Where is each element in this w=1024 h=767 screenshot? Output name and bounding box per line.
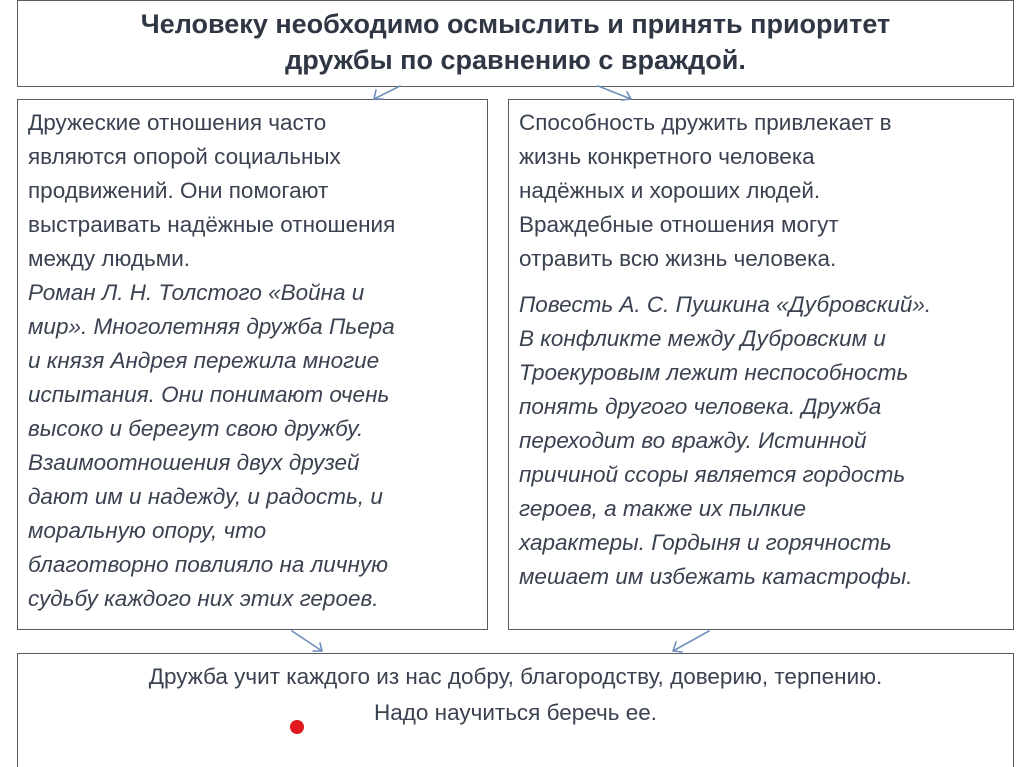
left-text-line: продвижений. Они помогают — [28, 178, 329, 203]
left-example-line: дают им и надежду, и радость, и — [28, 484, 383, 509]
arrow-icon — [292, 631, 322, 651]
left-example-line: судьбу каждого них этих героев. — [28, 586, 379, 611]
conclusion-line-1: Дружба учит каждого из нас добру, благородству, доверию, терпению. — [148, 664, 883, 689]
right-text-line: отравить всю жизнь человека. — [519, 246, 837, 271]
left-example-line: моральную опору, что — [28, 518, 267, 543]
left-example-line: Роман Л. Н. Толстого «Война и — [28, 280, 365, 305]
left-text-line: являются опорой социальных — [28, 144, 341, 169]
left-example-line: высоко и берегут свою дружбу. — [28, 416, 364, 441]
left-example-line: испытания. Они понимают очень — [28, 382, 390, 407]
right-example-line: Троекуровым лежит неспособность — [519, 360, 909, 385]
right-example-line: переходит во вражду. Истинной — [519, 428, 867, 453]
title-box — [17, 0, 1014, 87]
conclusion-line-2: Надо научиться беречь ее. — [374, 700, 657, 725]
left-text-line: между людьми. — [28, 246, 191, 271]
right-example-line: понять другого человека. Дружба — [519, 394, 882, 419]
title-line-1: Человеку необходимо осмыслить и принять приоритет — [140, 9, 891, 39]
arrow-icon — [598, 86, 631, 100]
left-example-line: Взаимоотношения двух друзей — [28, 450, 360, 475]
left-example-line: и князя Андрея пережила многие — [28, 348, 380, 373]
left-text-line: выстраивать надёжные отношения — [28, 212, 396, 237]
title-line-2: дружбы по сравнению с враждой. — [285, 45, 746, 75]
laser-pointer-dot — [290, 720, 304, 734]
conclusion-box — [17, 653, 1014, 767]
right-example-line: характеры. Гордыня и горячность — [519, 530, 892, 555]
left-example-line: благотворно повлияло на личную — [28, 552, 388, 577]
right-text-line: Враждебные отношения могут — [519, 212, 839, 237]
paragraph-gap — [519, 276, 1003, 288]
right-text-line: Способность дружить привлекает в — [519, 110, 892, 135]
arrow-icon — [374, 86, 400, 99]
right-example-line: Повесть А. С. Пушкина «Дубровский». — [519, 292, 932, 317]
left-text-line: Дружеские отношения часто — [28, 110, 327, 135]
right-example-line: мешает им избежать катастрофы. — [519, 564, 913, 589]
enmity-box — [508, 99, 1014, 630]
friendship-box — [17, 99, 488, 630]
right-text-line: жизнь конкретного человека — [519, 144, 815, 169]
right-text-line: надёжных и хороших людей. — [519, 178, 821, 203]
right-example-line: причиной ссоры является гордость — [519, 462, 906, 487]
left-example-line: мир». Многолетняя дружба Пьера — [28, 314, 395, 339]
right-example-line: героев, а также их пылкие — [519, 496, 807, 521]
arrow-icon — [673, 631, 709, 652]
right-example-line: В конфликте между Дубровским и — [519, 326, 886, 351]
